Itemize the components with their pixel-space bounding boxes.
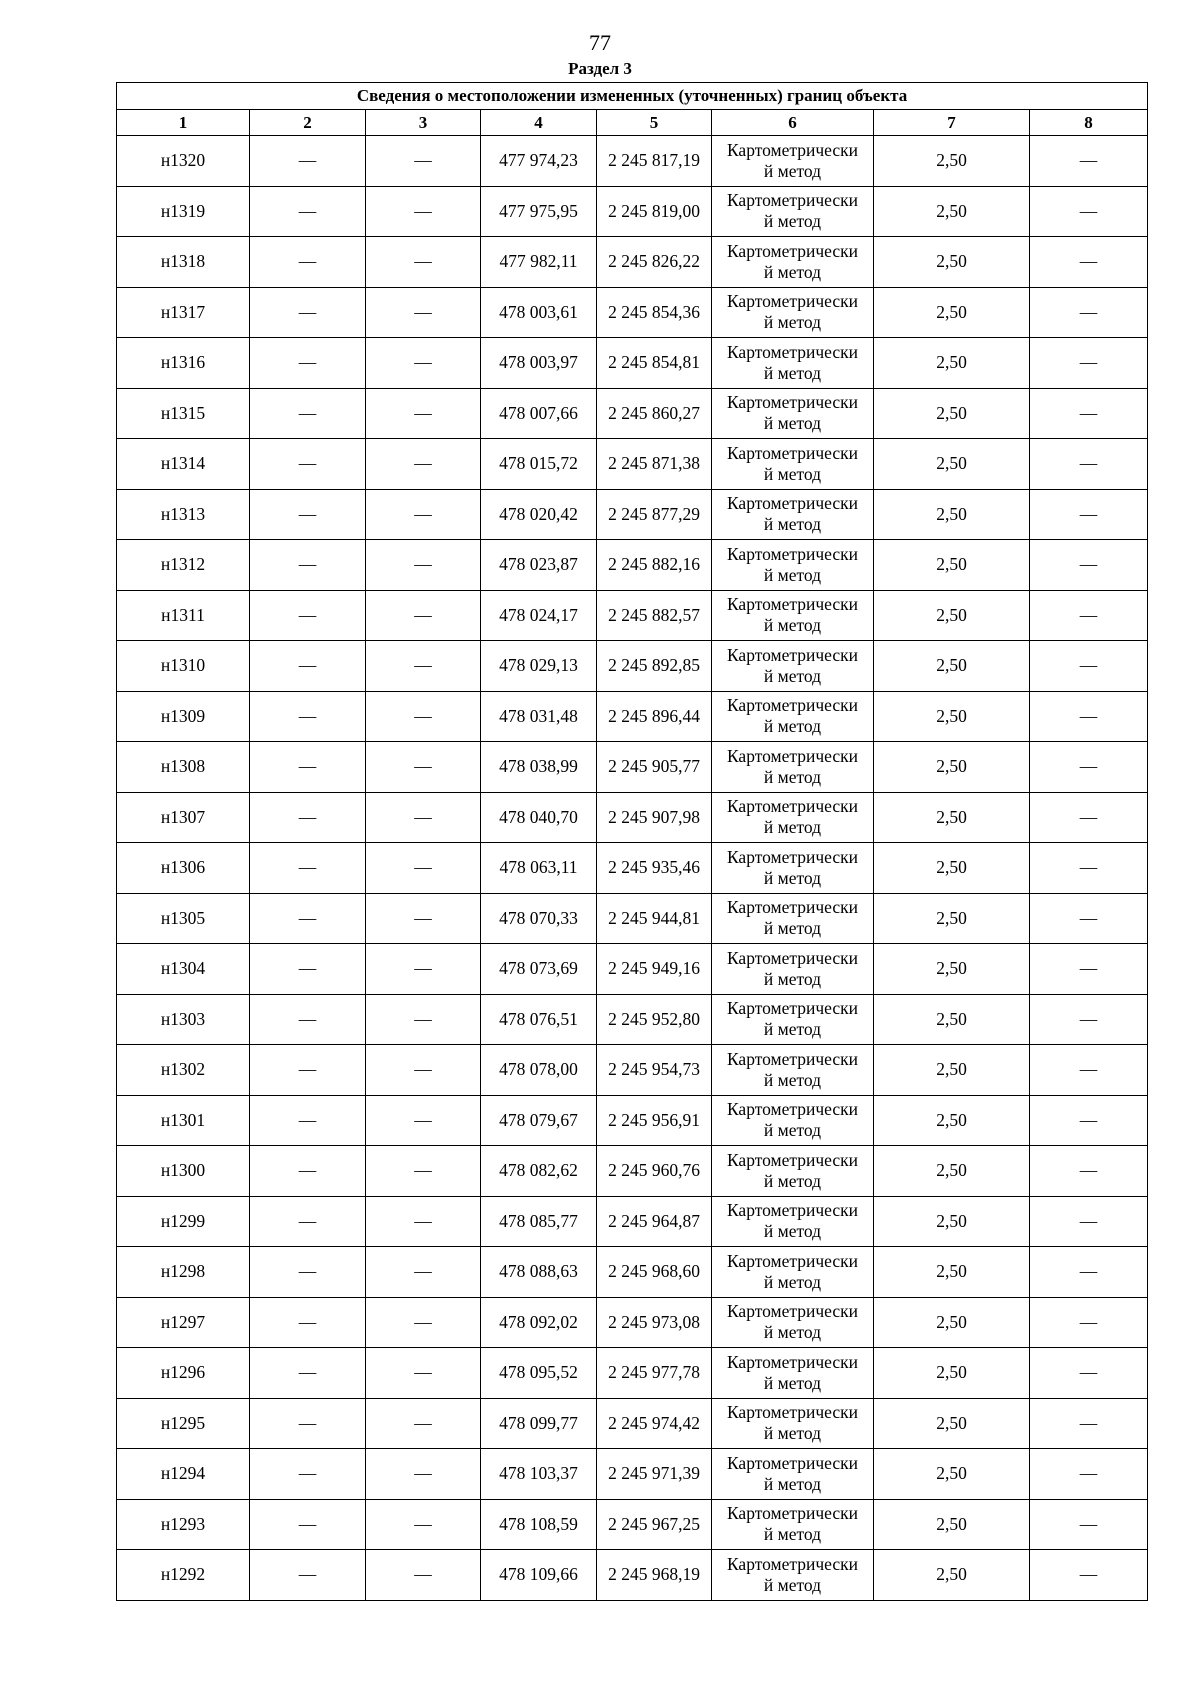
cell-point-id: н1301: [117, 1095, 250, 1146]
table-row: [117, 590, 1148, 641]
cell-point-id: н1310: [117, 641, 250, 692]
cell-accuracy: 2,50: [874, 1297, 1030, 1348]
cell-col-3: —: [366, 1095, 481, 1146]
cell-y-coordinate: 2 245 817,19: [597, 136, 712, 187]
page-number: 77: [589, 30, 611, 55]
cell-col-3: —: [366, 186, 481, 237]
cell-col-3: —: [366, 994, 481, 1045]
cell-col-8: —: [1030, 1499, 1148, 1550]
cell-method: Картометрически й метод: [712, 1146, 874, 1197]
cell-col-8: —: [1030, 590, 1148, 641]
cell-col-2: —: [250, 590, 366, 641]
cell-col-2: —: [250, 944, 366, 995]
cell-x-coordinate: 478 020,42: [481, 489, 597, 540]
table-row: [117, 691, 1148, 742]
cell-point-id: н1303: [117, 994, 250, 1045]
cell-method: Картометрически й метод: [712, 893, 874, 944]
cell-col-8: —: [1030, 843, 1148, 894]
cell-col-3: —: [366, 742, 481, 793]
cell-col-8: —: [1030, 489, 1148, 540]
cell-col-8: —: [1030, 1348, 1148, 1399]
cell-x-coordinate: 478 003,61: [481, 287, 597, 338]
column-header-2: 2: [250, 110, 366, 136]
cell-method: Картометрически й метод: [712, 843, 874, 894]
cell-accuracy: 2,50: [874, 1550, 1030, 1601]
cell-y-coordinate: 2 245 964,87: [597, 1196, 712, 1247]
cell-method: Картометрически й метод: [712, 439, 874, 490]
column-header-6: 6: [712, 110, 874, 136]
cell-x-coordinate: 478 109,66: [481, 1550, 597, 1601]
cell-accuracy: 2,50: [874, 287, 1030, 338]
cell-col-2: —: [250, 691, 366, 742]
cell-col-8: —: [1030, 1095, 1148, 1146]
cell-method: Картометрически й метод: [712, 1297, 874, 1348]
table-row: [117, 287, 1148, 338]
cell-method: Картометрически й метод: [712, 1247, 874, 1298]
cell-x-coordinate: 478 088,63: [481, 1247, 597, 1298]
cell-accuracy: 2,50: [874, 1398, 1030, 1449]
cell-col-3: —: [366, 237, 481, 288]
cell-method: Картометрически й метод: [712, 1348, 874, 1399]
cell-accuracy: 2,50: [874, 1499, 1030, 1550]
cell-col-2: —: [250, 540, 366, 591]
cell-x-coordinate: 478 085,77: [481, 1196, 597, 1247]
cell-y-coordinate: 2 245 871,38: [597, 439, 712, 490]
cell-method: Картометрически й метод: [712, 136, 874, 187]
cell-method: Картометрически й метод: [712, 1499, 874, 1550]
cell-method: Картометрически й метод: [712, 1196, 874, 1247]
cell-x-coordinate: 478 079,67: [481, 1095, 597, 1146]
table-row: [117, 1499, 1148, 1550]
table-row: [117, 1550, 1148, 1601]
cell-x-coordinate: 478 029,13: [481, 641, 597, 692]
cell-y-coordinate: 2 245 854,36: [597, 287, 712, 338]
cell-x-coordinate: 478 076,51: [481, 994, 597, 1045]
cell-method: Картометрически й метод: [712, 540, 874, 591]
cell-y-coordinate: 2 245 935,46: [597, 843, 712, 894]
cell-col-3: —: [366, 540, 481, 591]
cell-col-3: —: [366, 590, 481, 641]
cell-col-2: —: [250, 338, 366, 389]
column-header-5: 5: [597, 110, 712, 136]
cell-accuracy: 2,50: [874, 944, 1030, 995]
table-row: [117, 388, 1148, 439]
cell-col-3: —: [366, 843, 481, 894]
cell-col-2: —: [250, 742, 366, 793]
cell-col-3: —: [366, 1297, 481, 1348]
cell-y-coordinate: 2 245 907,98: [597, 792, 712, 843]
cell-point-id: н1313: [117, 489, 250, 540]
cell-accuracy: 2,50: [874, 792, 1030, 843]
cell-point-id: н1293: [117, 1499, 250, 1550]
cell-col-2: —: [250, 1499, 366, 1550]
cell-x-coordinate: 478 070,33: [481, 893, 597, 944]
cell-method: Картометрически й метод: [712, 1550, 874, 1601]
cell-y-coordinate: 2 245 826,22: [597, 237, 712, 288]
table-body: [117, 136, 1148, 1601]
cell-col-8: —: [1030, 994, 1148, 1045]
cell-y-coordinate: 2 245 971,39: [597, 1449, 712, 1500]
cell-method: Картометрически й метод: [712, 691, 874, 742]
cell-point-id: н1297: [117, 1297, 250, 1348]
cell-x-coordinate: 478 099,77: [481, 1398, 597, 1449]
column-header-7: 7: [874, 110, 1030, 136]
cell-point-id: н1316: [117, 338, 250, 389]
cell-x-coordinate: 478 003,97: [481, 338, 597, 389]
cell-col-3: —: [366, 1045, 481, 1096]
cell-col-8: —: [1030, 691, 1148, 742]
cell-method: Картометрически й метод: [712, 237, 874, 288]
cell-accuracy: 2,50: [874, 994, 1030, 1045]
cell-col-2: —: [250, 388, 366, 439]
table-row: [117, 136, 1148, 187]
cell-col-8: —: [1030, 1196, 1148, 1247]
cell-method: Картометрически й метод: [712, 590, 874, 641]
table-row: [117, 1297, 1148, 1348]
cell-x-coordinate: 478 078,00: [481, 1045, 597, 1096]
cell-x-coordinate: 478 095,52: [481, 1348, 597, 1399]
table-row: [117, 1045, 1148, 1096]
cell-accuracy: 2,50: [874, 388, 1030, 439]
cell-method: Картометрически й метод: [712, 287, 874, 338]
cell-point-id: н1304: [117, 944, 250, 995]
cell-col-2: —: [250, 1449, 366, 1500]
table-row: [117, 742, 1148, 793]
cell-col-2: —: [250, 489, 366, 540]
cell-col-3: —: [366, 893, 481, 944]
cell-point-id: н1309: [117, 691, 250, 742]
cell-accuracy: 2,50: [874, 843, 1030, 894]
cell-col-2: —: [250, 843, 366, 894]
cell-y-coordinate: 2 245 860,27: [597, 388, 712, 439]
cell-accuracy: 2,50: [874, 1146, 1030, 1197]
cell-point-id: н1300: [117, 1146, 250, 1197]
table-row: [117, 1146, 1148, 1197]
cell-col-8: —: [1030, 136, 1148, 187]
cell-col-8: —: [1030, 338, 1148, 389]
cell-col-3: —: [366, 489, 481, 540]
cell-y-coordinate: 2 245 877,29: [597, 489, 712, 540]
cell-x-coordinate: 477 975,95: [481, 186, 597, 237]
cell-y-coordinate: 2 245 974,42: [597, 1398, 712, 1449]
table-row: [117, 237, 1148, 288]
cell-x-coordinate: 478 092,02: [481, 1297, 597, 1348]
cell-y-coordinate: 2 245 905,77: [597, 742, 712, 793]
cell-col-2: —: [250, 287, 366, 338]
cell-col-2: —: [250, 186, 366, 237]
cell-col-2: —: [250, 1297, 366, 1348]
table-row: [117, 792, 1148, 843]
cell-accuracy: 2,50: [874, 1348, 1030, 1399]
column-header-8: 8: [1030, 110, 1148, 136]
cell-point-id: н1302: [117, 1045, 250, 1096]
cell-accuracy: 2,50: [874, 691, 1030, 742]
cell-method: Картометрически й метод: [712, 1449, 874, 1500]
cell-col-2: —: [250, 1045, 366, 1096]
cell-accuracy: 2,50: [874, 1196, 1030, 1247]
cell-col-2: —: [250, 1550, 366, 1601]
cell-col-2: —: [250, 994, 366, 1045]
cell-x-coordinate: 478 108,59: [481, 1499, 597, 1550]
cell-y-coordinate: 2 245 952,80: [597, 994, 712, 1045]
cell-accuracy: 2,50: [874, 136, 1030, 187]
cell-col-8: —: [1030, 439, 1148, 490]
cell-col-2: —: [250, 641, 366, 692]
cell-col-8: —: [1030, 1247, 1148, 1298]
cell-col-3: —: [366, 1247, 481, 1298]
cell-point-id: н1298: [117, 1247, 250, 1298]
table-row: [117, 439, 1148, 490]
cell-method: Картометрически й метод: [712, 388, 874, 439]
cell-col-8: —: [1030, 641, 1148, 692]
cell-col-8: —: [1030, 792, 1148, 843]
cell-x-coordinate: 478 063,11: [481, 843, 597, 894]
cell-y-coordinate: 2 245 882,57: [597, 590, 712, 641]
cell-x-coordinate: 478 024,17: [481, 590, 597, 641]
cell-point-id: н1320: [117, 136, 250, 187]
cell-accuracy: 2,50: [874, 489, 1030, 540]
cell-col-8: —: [1030, 540, 1148, 591]
cell-x-coordinate: 478 082,62: [481, 1146, 597, 1197]
table-row: [117, 893, 1148, 944]
boundary-coordinates-table: [116, 82, 1148, 1601]
cell-point-id: н1294: [117, 1449, 250, 1500]
table-row: [117, 1247, 1148, 1298]
cell-col-3: —: [366, 287, 481, 338]
cell-col-3: —: [366, 338, 481, 389]
cell-method: Картометрически й метод: [712, 944, 874, 995]
cell-y-coordinate: 2 245 968,19: [597, 1550, 712, 1601]
cell-x-coordinate: 478 007,66: [481, 388, 597, 439]
cell-col-3: —: [366, 136, 481, 187]
column-header-row: [117, 110, 1148, 136]
table-caption: Сведения о местоположении измененных (уточненных) границ объекта: [117, 83, 1148, 110]
table-row: [117, 338, 1148, 389]
section-title: Раздел 3: [568, 59, 632, 78]
cell-col-8: —: [1030, 1398, 1148, 1449]
cell-col-8: —: [1030, 1550, 1148, 1601]
cell-point-id: н1296: [117, 1348, 250, 1399]
cell-y-coordinate: 2 245 977,78: [597, 1348, 712, 1399]
cell-x-coordinate: 478 031,48: [481, 691, 597, 742]
cell-x-coordinate: 478 103,37: [481, 1449, 597, 1500]
cell-col-2: —: [250, 1398, 366, 1449]
cell-x-coordinate: 478 073,69: [481, 944, 597, 995]
cell-method: Картометрически й метод: [712, 641, 874, 692]
cell-col-3: —: [366, 1449, 481, 1500]
cell-point-id: н1318: [117, 237, 250, 288]
cell-point-id: н1299: [117, 1196, 250, 1247]
cell-method: Картометрически й метод: [712, 1045, 874, 1096]
cell-y-coordinate: 2 245 819,00: [597, 186, 712, 237]
cell-col-3: —: [366, 1348, 481, 1399]
cell-y-coordinate: 2 245 949,16: [597, 944, 712, 995]
cell-y-coordinate: 2 245 968,60: [597, 1247, 712, 1298]
cell-col-3: —: [366, 1146, 481, 1197]
cell-accuracy: 2,50: [874, 1449, 1030, 1500]
cell-col-8: —: [1030, 742, 1148, 793]
cell-method: Картометрически й метод: [712, 489, 874, 540]
cell-accuracy: 2,50: [874, 186, 1030, 237]
cell-method: Картометрически й метод: [712, 792, 874, 843]
cell-point-id: н1319: [117, 186, 250, 237]
cell-accuracy: 2,50: [874, 1247, 1030, 1298]
cell-point-id: н1308: [117, 742, 250, 793]
cell-col-2: —: [250, 136, 366, 187]
cell-col-3: —: [366, 1196, 481, 1247]
cell-col-8: —: [1030, 287, 1148, 338]
table-row: [117, 944, 1148, 995]
cell-y-coordinate: 2 245 954,73: [597, 1045, 712, 1096]
cell-accuracy: 2,50: [874, 237, 1030, 288]
table-row: [117, 1196, 1148, 1247]
cell-col-3: —: [366, 1499, 481, 1550]
cell-x-coordinate: 478 023,87: [481, 540, 597, 591]
cell-col-8: —: [1030, 944, 1148, 995]
cell-x-coordinate: 478 015,72: [481, 439, 597, 490]
table-row: [117, 994, 1148, 1045]
cell-col-2: —: [250, 1348, 366, 1399]
cell-col-3: —: [366, 792, 481, 843]
cell-point-id: н1305: [117, 893, 250, 944]
cell-col-8: —: [1030, 1297, 1148, 1348]
cell-col-2: —: [250, 237, 366, 288]
table-row: [117, 843, 1148, 894]
cell-accuracy: 2,50: [874, 540, 1030, 591]
cell-y-coordinate: 2 245 896,44: [597, 691, 712, 742]
cell-col-8: —: [1030, 186, 1148, 237]
table-row: [117, 186, 1148, 237]
table-row: [117, 1348, 1148, 1399]
cell-method: Картометрически й метод: [712, 186, 874, 237]
cell-y-coordinate: 2 245 854,81: [597, 338, 712, 389]
cell-col-3: —: [366, 691, 481, 742]
cell-col-8: —: [1030, 1146, 1148, 1197]
cell-point-id: н1307: [117, 792, 250, 843]
cell-col-3: —: [366, 641, 481, 692]
cell-y-coordinate: 2 245 973,08: [597, 1297, 712, 1348]
column-header-3: 3: [366, 110, 481, 136]
cell-method: Картометрически й метод: [712, 742, 874, 793]
cell-point-id: н1317: [117, 287, 250, 338]
table-row: [117, 641, 1148, 692]
cell-x-coordinate: 478 040,70: [481, 792, 597, 843]
cell-y-coordinate: 2 245 967,25: [597, 1499, 712, 1550]
cell-col-3: —: [366, 1550, 481, 1601]
table-row: [117, 1095, 1148, 1146]
cell-y-coordinate: 2 245 882,16: [597, 540, 712, 591]
cell-col-3: —: [366, 1398, 481, 1449]
cell-point-id: н1314: [117, 439, 250, 490]
cell-y-coordinate: 2 245 892,85: [597, 641, 712, 692]
cell-col-8: —: [1030, 237, 1148, 288]
cell-method: Картометрически й метод: [712, 1398, 874, 1449]
cell-y-coordinate: 2 245 956,91: [597, 1095, 712, 1146]
cell-col-3: —: [366, 944, 481, 995]
cell-col-2: —: [250, 439, 366, 490]
cell-method: Картометрически й метод: [712, 338, 874, 389]
cell-accuracy: 2,50: [874, 742, 1030, 793]
table-row: [117, 1398, 1148, 1449]
cell-point-id: н1315: [117, 388, 250, 439]
cell-col-3: —: [366, 388, 481, 439]
cell-method: Картометрически й метод: [712, 994, 874, 1045]
table-row: [117, 489, 1148, 540]
cell-point-id: н1311: [117, 590, 250, 641]
cell-y-coordinate: 2 245 944,81: [597, 893, 712, 944]
cell-accuracy: 2,50: [874, 893, 1030, 944]
cell-point-id: н1292: [117, 1550, 250, 1601]
column-header-4: 4: [481, 110, 597, 136]
column-header-1: 1: [117, 110, 250, 136]
cell-col-2: —: [250, 1247, 366, 1298]
cell-col-8: —: [1030, 1045, 1148, 1096]
table-row: [117, 540, 1148, 591]
cell-x-coordinate: 477 982,11: [481, 237, 597, 288]
cell-method: Картометрически й метод: [712, 1095, 874, 1146]
cell-accuracy: 2,50: [874, 1095, 1030, 1146]
cell-col-3: —: [366, 439, 481, 490]
cell-x-coordinate: 477 974,23: [481, 136, 597, 187]
table-row: [117, 1449, 1148, 1500]
cell-col-2: —: [250, 1146, 366, 1197]
cell-col-2: —: [250, 1196, 366, 1247]
cell-col-8: —: [1030, 1449, 1148, 1500]
cell-point-id: н1312: [117, 540, 250, 591]
cell-col-8: —: [1030, 388, 1148, 439]
cell-accuracy: 2,50: [874, 641, 1030, 692]
cell-accuracy: 2,50: [874, 1045, 1030, 1096]
cell-point-id: н1306: [117, 843, 250, 894]
cell-accuracy: 2,50: [874, 338, 1030, 389]
cell-col-8: —: [1030, 893, 1148, 944]
cell-y-coordinate: 2 245 960,76: [597, 1146, 712, 1197]
cell-point-id: н1295: [117, 1398, 250, 1449]
cell-col-2: —: [250, 792, 366, 843]
cell-col-2: —: [250, 1095, 366, 1146]
cell-accuracy: 2,50: [874, 439, 1030, 490]
cell-x-coordinate: 478 038,99: [481, 742, 597, 793]
cell-col-2: —: [250, 893, 366, 944]
cell-accuracy: 2,50: [874, 590, 1030, 641]
